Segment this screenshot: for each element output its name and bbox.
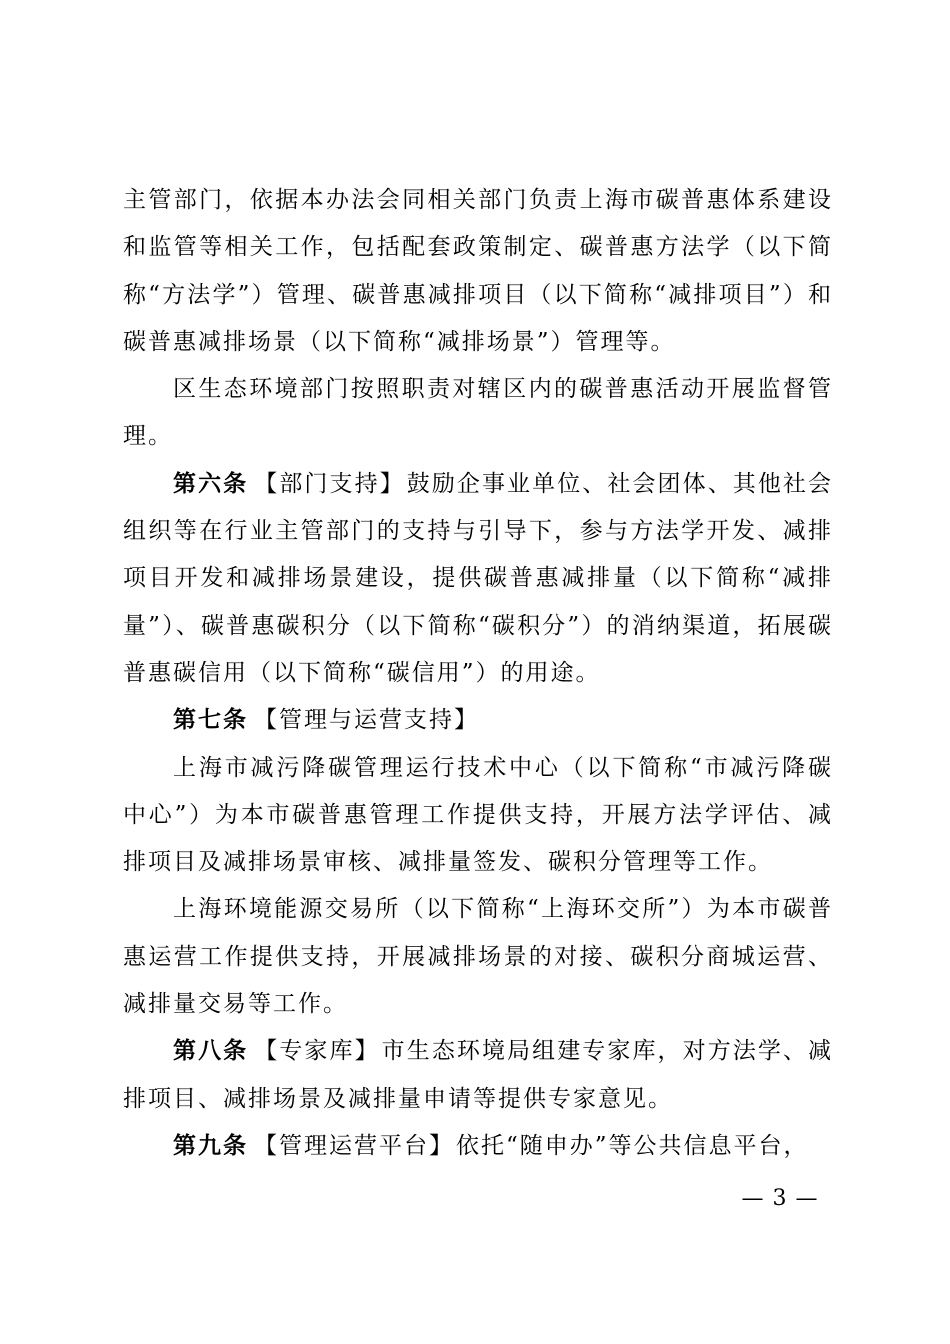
article-title: 【管理与运营支持】: [254, 707, 479, 734]
paragraph-text: 区生态环境部门按照职责对辖区内的碳普惠活动开展监督管理。: [123, 376, 833, 450]
paragraph-text: 上海环境能源交易所（以下简称“上海环交所”）为本市碳普惠运营工作提供支持，开展减排场景的对接、碳积分商城运营、减排量交易等工作。: [123, 896, 833, 1018]
article-title: 【专家库】: [254, 1038, 380, 1065]
paragraph-text: 主管部门，依据本办法会同相关部门负责上海市碳普惠体系建设和监管等相关工作，包括配套政策制定、碳普惠方法学（以下简称“方法学”）管理、碳普惠减排项目（以下简称“减排项目”）和碳普惠减排场景（以下简称“减排场景”）管理等。: [123, 187, 833, 355]
page-number: — 3 —: [741, 1186, 819, 1211]
article-number: 第九条: [173, 1132, 248, 1159]
article-number: 第八条: [173, 1038, 249, 1065]
document-body: [123, 177, 833, 1170]
article-text: 依托“随申办”等公共信息平台，: [456, 1132, 809, 1159]
article-title: 【管理运营平台】: [254, 1132, 454, 1159]
article-text: 鼓励企事业单位、社会团体、其他社会组织等在行业主管部门的支持与引导下，参与方法学开发、减排项目开发和减排场景建设，提供碳普惠减排量（以下简称“减排量”）、碳普惠碳积分（以下简称“碳积分”）的消纳渠道，拓展碳普惠碳信用（以下简称“碳信用”）的用途。: [123, 470, 834, 686]
article-6: [123, 461, 833, 697]
article-number: 第七条: [173, 707, 248, 734]
article-number: 第六条: [173, 470, 249, 497]
paragraph-tech-center: [123, 745, 833, 887]
article-7: [123, 697, 833, 744]
paragraph-continuation: [123, 177, 833, 366]
paragraph-district-supervision: [123, 366, 833, 461]
paragraph-exchange: [123, 886, 833, 1028]
article-text: 市生态环境局组建专家库，对方法学、减排项目、减排场景及减排量申请等提供专家意见。: [123, 1038, 834, 1112]
article-8: [123, 1028, 833, 1123]
paragraph-text: 上海市减污降碳管理运行技术中心（以下简称“市减污降碳中心”）为本市碳普惠管理工作提供支持，开展方法学评估、减排项目及减排场景审核、减排量签发、碳积分管理等工作。: [123, 754, 833, 876]
article-title: 【部门支持】: [254, 470, 405, 497]
article-9: [123, 1123, 833, 1170]
